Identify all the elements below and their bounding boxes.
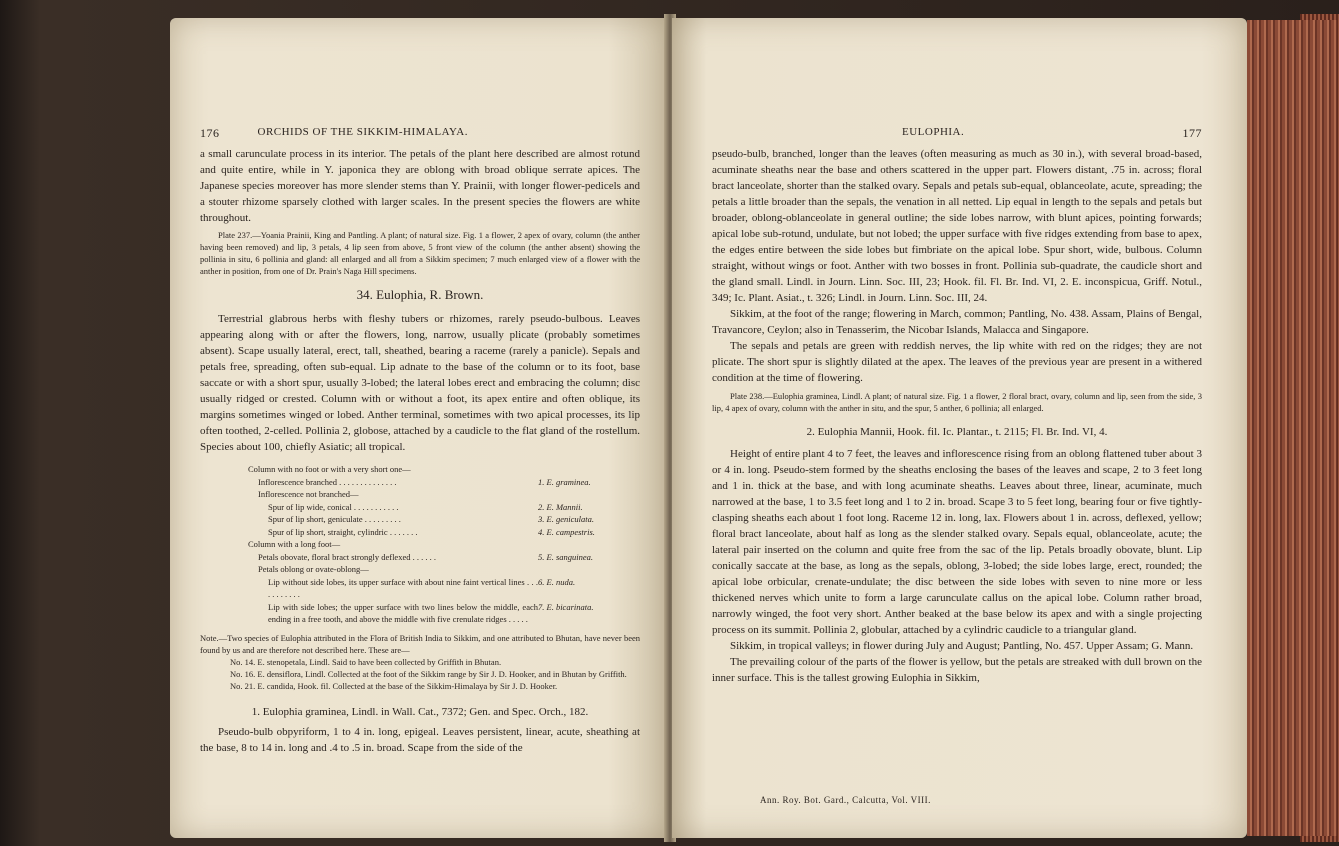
key-row: Spur of lip wide, conical . . . . . . . . . . . 2. E. Mannii. xyxy=(268,501,583,512)
key-row: Inflorescence branched . . . . . . . . . . . . . . 1. E. graminea. xyxy=(258,476,591,487)
left-page xyxy=(170,18,668,838)
left-running-head xyxy=(200,126,640,141)
key-row: Column with no foot or with a very short one— xyxy=(248,464,411,474)
species-2-heading: 2. Eulophia Mannii, Hook. fil. Ic. Plantar., t. 2115; Fl. Br. Ind. VI, 4. xyxy=(806,426,1108,438)
key-row: Column with a long foot— xyxy=(248,539,341,549)
key-row: Petals oblong or ovate-oblong— xyxy=(258,564,369,574)
species-2-distribution: Sikkim, in tropical valleys; in flower during July and August; Pantling, No. 457. Upper Assam; G. Mann. xyxy=(730,640,1194,652)
left-running-title: ORCHIDS OF THE SIKKIM-HIMALAYA. xyxy=(257,126,468,138)
species-1-heading: 1. Eulophia graminea, Lindl. in Wall. Cat., 7372; Gen. and Spec. Orch., 182. xyxy=(251,705,589,718)
key-row: Lip without side lobes, its upper surface with about nine faint vertical lines . . . . . . . . . . . 6. E. nuda. xyxy=(268,576,576,599)
genus-heading: 34. Eulophia, R. Brown. xyxy=(356,287,484,302)
right-running-head xyxy=(712,126,1202,141)
plate-237-caption: Plate 237.—Yoania Prainii, King and Pantling. A plant; of natural size. Fig. 1 a flower, 2 apex of ovary, column (the anther having been removed) and lip, 3 petals, 4 lip seen from above, 5 front view of the column (the anther absent) showing the pollinia in situ, 6 pollinia and gland: all enlarged and all from a Sikkim specimen; 7 much enlarged view of a flower with the anther in position, from one of Dr. Prain's Naga Hill specimens. xyxy=(200,230,640,276)
key-row: Spur of lip short, geniculate . . . . . . . . . 3. E. geniculata. xyxy=(268,514,594,524)
left-content xyxy=(200,146,640,756)
plate-238-caption: Plate 238.—Eulophia graminea, Lindl. A plant; of natural size. Fig. 1 a flower, 2 floral bract, ovary, column and lip, seen from the side, 3 lip, 4 apex of ovary, column with the anther in situ, and the spur, 5 anther, 6 pollinia; all enlarged. xyxy=(712,391,1202,413)
book-edge xyxy=(1247,20,1337,836)
key-row: Lip with side lobes; the upper surface with two lines below the middle, each ending in a free tooth, and above the middle with five crenulate ridges . . . . . 7. E. bicarinata. xyxy=(268,601,594,624)
right-page-number: 177 xyxy=(1182,126,1202,140)
page-footer: Ann. Roy. Bot. Gard., Calcutta, Vol. VIII. xyxy=(760,795,931,805)
note-item: No. 21. E. candida, Hook. fil. Collected at the base of the Sikkim-Himalaya by Sir J. D. Hooker. xyxy=(230,680,558,691)
species-1-distribution: Sikkim, at the foot of the range; flowering in March, common; Pantling, No. 438. Assam, Plains of Bengal, Travancore, Ceylon; also in Tenasserim, the Nicobar Islands, Malacca and Singapore. xyxy=(712,308,1202,336)
key-row: Petals obovate, floral bract strongly deflexed . . . . . . 5. E. sanguinea. xyxy=(258,551,594,562)
left-page-number: 176 xyxy=(200,126,220,140)
key-row: Spur of lip short, straight, cylindric . . . . . . . 4. E. campestris. xyxy=(268,526,595,537)
note-item: No. 14. E. stenopetala, Lindl. Said to have been collected by Griffith in Bhutan. xyxy=(230,656,502,667)
species-1-description: Pseudo-bulb obpyriform, 1 to 4 in. long, epigeal. Leaves persistent, linear, acute, sheathing at the base, 8 to 14 in. long and .4 to .5 in. broad. Scape from the side of the xyxy=(200,725,640,754)
species-2-notes: The prevailing colour of the parts of the flower is yellow, but the petals are streaked with dull brown on the inner surface. This is the tallest growing Eulophia in Sikkim, xyxy=(712,656,1202,684)
note-paragraph: Note.—Two species of Eulophia attributed in the Flora of British India to Sikkim, and one attributed to Bhutan, have never been found by us and are therefore not described here. These are— xyxy=(200,632,640,655)
right-content xyxy=(712,146,1202,686)
note-item: No. 16. E. densiflora, Lindl. Collected at the foot of the Sikkim range by Sir J. D. Hooker, and in Bhutan by Griffith. xyxy=(230,668,627,679)
species-1-notes: The sepals and petals are green with reddish nerves, the lip white with red on the ridges; they are not plicate. The short spur is slightly dilated at the apex. The leaves of the previous year are present in a withered condition at the time of flowering. xyxy=(712,340,1202,384)
right-running-title: EULOPHIA. xyxy=(902,126,965,138)
species-2-description: Height of entire plant 4 to 7 feet, the leaves and inflorescence rising from an oblong flattened tuber about 3 or 4 in. long. Pseudo-stem formed by the sheaths enclosing the bases of the leaves and scape, 2 to 3 feet long and 1 in. thick at the base, and with long acuminate sheaths. Leaves about three, linear, acuminate, much narrowed at the base, 1 to 3.5 feet long and 1 to 2 in. broad. Scape 3 to 5 feet long, bearing four or five tightly-clasping sheaths each about 1 foot long. Raceme 12 in. long, lax. Flowers about 1 in. across, deflexed, yellow; floral bract lanceolate, about half as long as the slender stalked ovary. Sepals equal, oblanceolate, acute; the lateral pair inserted on the column and quite free from the sac of the lip. Petals broadly obovate, blunt. Lip conically saccate at the base, as long as the sepals, oblong, 3-lobed; the side lobes large, erect, rounded; the apical lobe orbicular, crenate-undulate; the disc between the side lobes with seven to nine more or less thickened nerves which unite to form a large carunculate callus on the apical lobe. Column rather broad, narrowly winged, the foot very short. Anther beaked at the base below its apex and with a single projecting process on its summit. Pollinia 2, globular, attached by a cylindric caudicle to a triangular gland. xyxy=(712,448,1202,636)
species-1-continued: pseudo-bulb, branched, longer than the leaves (often measuring as much as 30 in.), with several broad-based, acuminate sheaths near the base and others scattered in the upper part. Flowers distant, .75 in. across; floral bract lanceolate, shorter than the stalked ovary. Sepals and petals sub-equal, oblanceolate, acute, spreading; the petals a little broader than the sepals, the venation in all netted. Lip equal in length to the sepals and petals but broader, oblong-oblanceolate in general outline; the side lobes narrow, with blunt apices, pointing forwards; apical lobe sub-rotund, undulate, but not lobed; the upper surface with five ridges extending from base to apex, the edges entire between the side lobes but fimbriate on the apical lobe. Spur short, wide, bulbous. Column straight, without wings or foot. Anther with two bosses in front. Pollinia sub-quadrate, the caudicle short and the gland small. Lindl. in Journ. Linn. Soc. III, 23; Hook. fil. Fl. Br. Ind. VI, 2. E. inconspicua, Griff. Notul., 349; Ic. Plant. Asiat., t. 326; Lindl. in Journ. Linn. Soc. III, 24. xyxy=(712,148,1202,304)
right-page xyxy=(672,18,1247,838)
genus-description: Terrestrial glabrous herbs with fleshy tubers or rhizomes, rarely pseudo-bulbous. Leaves appearing along with or after the flowers, long, narrow, usually plicate (probably sometimes absent). Scape usually lateral, erect, tall, sheathed, bearing a raceme (rarely a panicle). Sepals and petals free, spreading, often sub-equal. Lip adnate to the base of the column or to its foot, base saccate or with a short spur, usually 3-lobed; the lateral lobes erect and embracing the column; disc usually ridged or crested. Column with or without a foot, its apex entire and often oblique, its margins sometimes winged or lobed. Anther terminal, sometimes with two apical processes, its lip often toothed, 2-celled. Pollinia 2, globose, attached by a caudicle to the flat gland of the rostellum. Species about 100, chiefly Asiatic; all tropical. xyxy=(200,313,640,453)
key-row: Inflorescence not branched— xyxy=(258,489,359,499)
species-key xyxy=(248,463,628,626)
intro-paragraph: a small carunculate process in its interior. The petals of the plant here described are almost rotund and quite entire, while in Y. japonica they are oblong with broad oblique serrate apices. The Japanese species moreover has more slender stems than Y. Prainii, with longer flower-pedicels and a stouter rhizome sparsely clothed with larger scales. In the present species the flowers are white throughout. xyxy=(200,148,640,224)
